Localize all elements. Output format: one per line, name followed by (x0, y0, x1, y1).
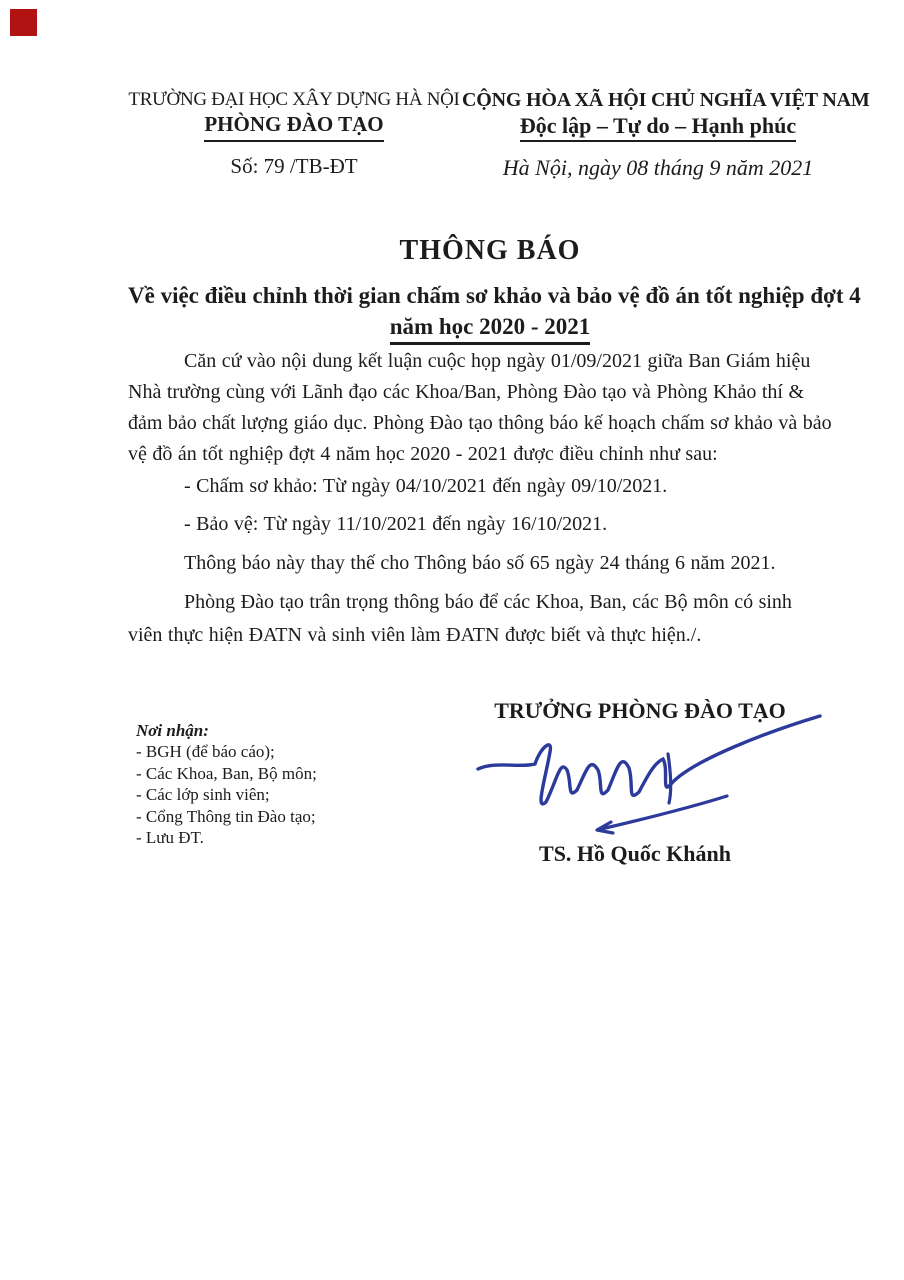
place-date-line: Hà Nội, ngày 08 tháng 9 năm 2021 (502, 155, 814, 180)
department-name: PHÒNG ĐÀO TẠO (204, 112, 384, 136)
signer-title: TRƯỞNG PHÒNG ĐÀO TẠO (494, 698, 786, 723)
national-header: CỘNG HÒA XÃ HỘI CHỦ NGHĨA VIỆT NAM (462, 89, 870, 111)
body-text-line: Phòng Đào tạo trân trọng thông báo để các Khoa, Ban, các Bộ môn có sinh (184, 591, 792, 613)
document-title: THÔNG BÁO (399, 235, 581, 266)
body-text-line: vệ đồ án tốt nghiệp đợt 4 năm học 2020 - 2021 được điều chỉnh như sau: (128, 443, 718, 465)
national-motto: Độc lập – Tự do – Hạnh phúc (520, 113, 796, 142)
body-text-line: đảm bảo chất lượng giáo dục. Phòng Đào tạo thông báo kế hoạch chấm sơ khảo và bảo (128, 412, 832, 434)
header-left (128, 88, 460, 179)
university-name: TRƯỜNG ĐẠI HỌC XÂY DỰNG HÀ NỘI (128, 89, 460, 110)
recipient-item: - Lưu ĐT. (136, 828, 204, 847)
recipient-item: - Cổng Thông tin Đào tạo; (136, 806, 316, 826)
recipients-label: Nơi nhận: (136, 721, 209, 740)
document-subtitle-year: năm học 2020 - 2021 (390, 314, 591, 345)
bullet-defense: - Bảo vệ: Từ ngày 11/10/2021 đến ngày 16/10/2021. (184, 513, 608, 535)
paragraph-replacement: Thông báo này thay thế cho Thông báo số 65 ngày 24 tháng 6 năm 2021. (184, 552, 776, 574)
paragraph-closing (128, 586, 852, 652)
body-text-line: Căn cứ vào nội dung kết luận cuộc họp ngày 01/09/2021 giữa Ban Giám hiệu (184, 350, 811, 372)
red-square (10, 9, 37, 36)
red-stamp-mark (10, 9, 37, 36)
body-text-line: viên thực hiện ĐATN và sinh viên làm ĐATN được biết và thực hiện./. (128, 624, 702, 646)
document-number: Số: 79 /TB-ĐT (230, 154, 358, 178)
recipients-list (136, 741, 317, 849)
bullet-preliminary-grading: - Chấm sơ khảo: Từ ngày 04/10/2021 đến ngày 09/10/2021. (184, 475, 668, 497)
signature-scrawl (478, 716, 820, 804)
signer-name: TS. Hồ Quốc Khánh (539, 841, 731, 866)
recipient-item: - Các Khoa, Ban, Bộ môn; (136, 763, 317, 783)
signature-underline-flourish (597, 796, 727, 833)
recipient-item: - Các lớp sinh viên; (136, 785, 270, 804)
department-underline (204, 140, 384, 142)
recipient-item: - BGH (để báo cáo); (136, 742, 275, 761)
header-right (462, 88, 870, 181)
paragraph-basis (128, 346, 852, 470)
title-block (128, 235, 861, 345)
document-subtitle: Về việc điều chỉnh thời gian chấm sơ khảo và bảo vệ đồ án tốt nghiệp đợt 4 (128, 283, 861, 308)
signature-cross-stroke (668, 754, 671, 803)
body-text-line: Nhà trường cùng với Lãnh đạo các Khoa/Ban, Phòng Đào tạo và Phòng Khảo thí & (128, 381, 805, 403)
